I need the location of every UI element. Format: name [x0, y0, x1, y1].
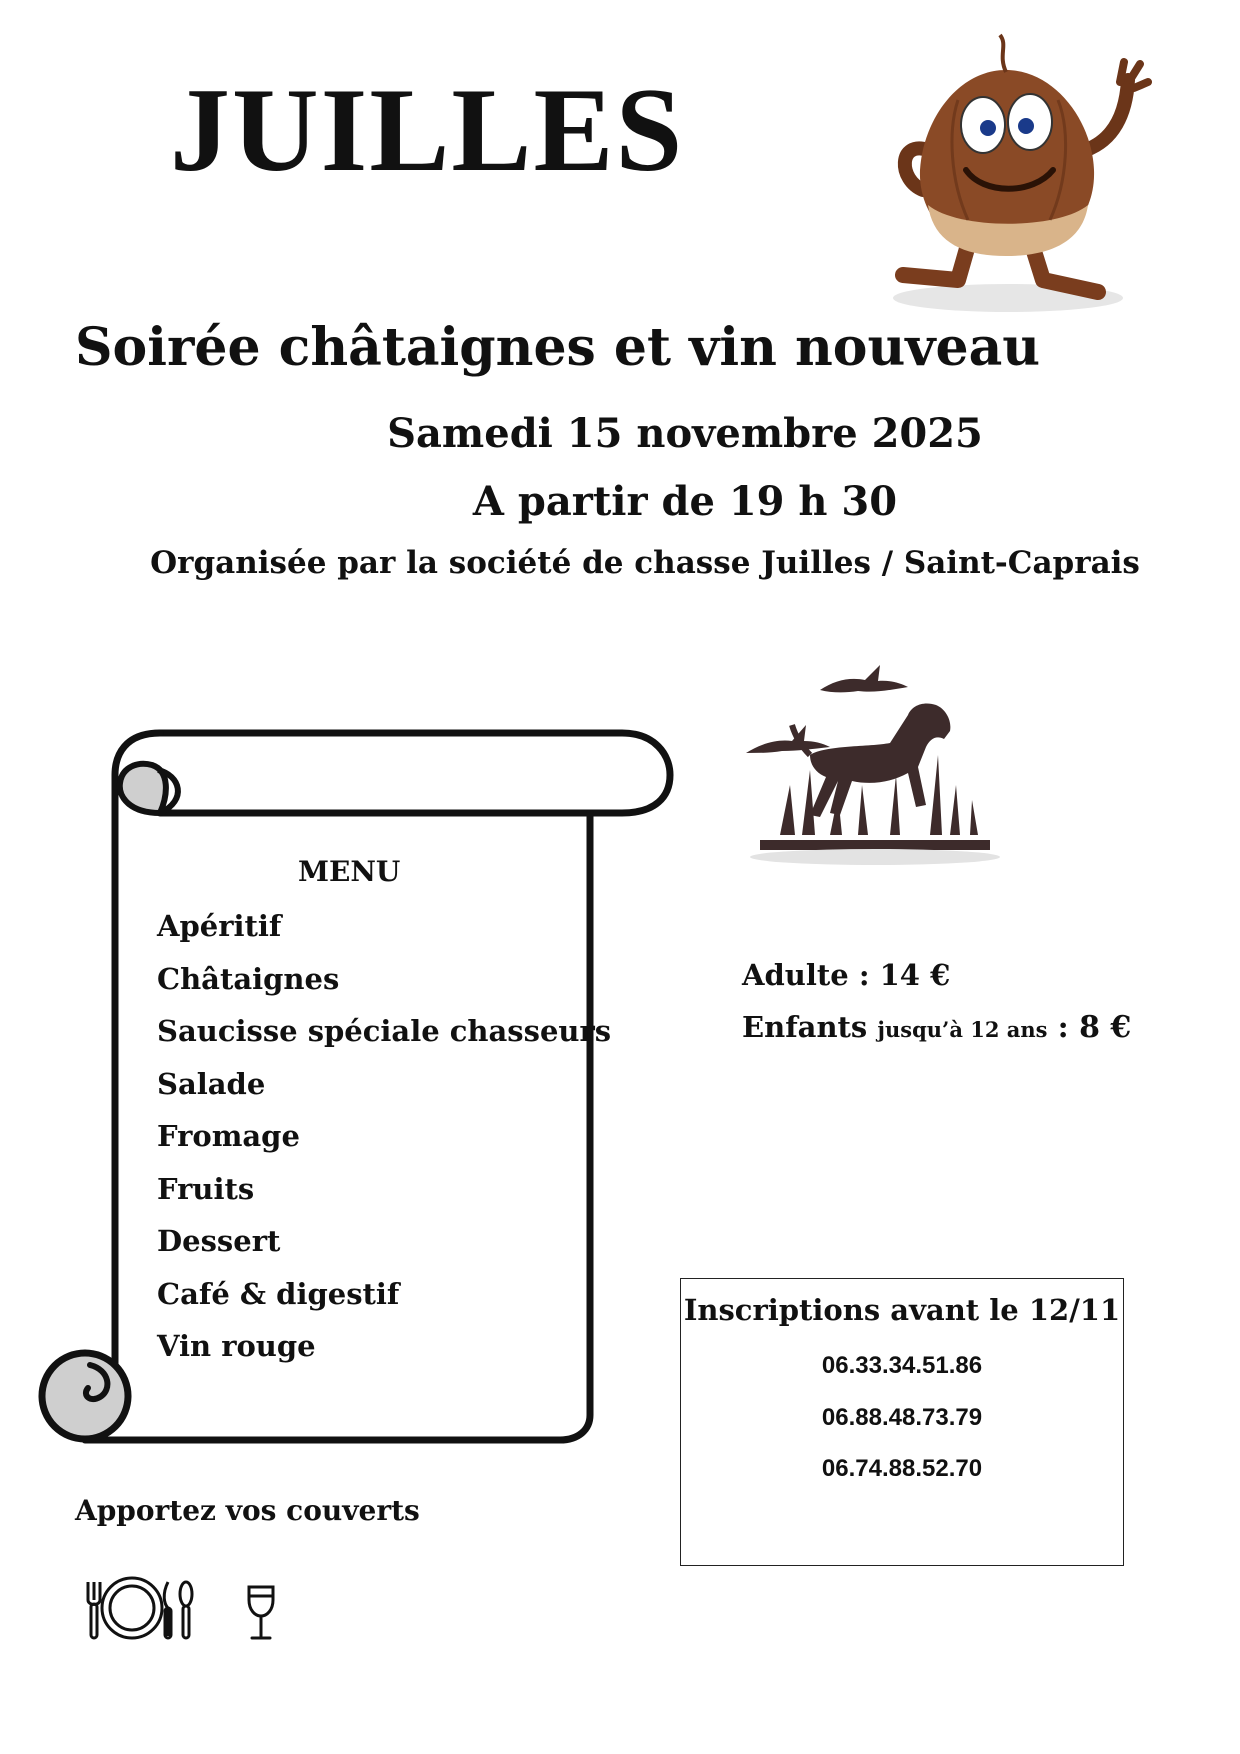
price-child-amount: : 8 €: [1057, 1010, 1132, 1045]
price-adult: Adulte : 14 €: [742, 958, 951, 992]
phone-number: 06.74.88.52.70: [821, 1455, 983, 1482]
phone-number: 06.88.48.73.79: [821, 1403, 983, 1431]
signup-box: [680, 1278, 1124, 1566]
wine-glass-icon: [244, 1584, 278, 1642]
event-title: Soirée châtaignes et vin nouveau: [75, 317, 1041, 378]
price-child-age: jusqu’à 12 ans: [877, 1017, 1048, 1042]
menu-item: Salade: [157, 1066, 266, 1101]
town-title: JUILLES: [170, 63, 685, 196]
menu-item: Dessert: [157, 1224, 281, 1258]
organizer-line: Organisée par la société de chasse Juilles / Saint-Caprais: [150, 545, 1140, 581]
event-date: Samedi 15 novembre 2025: [387, 410, 983, 457]
menu-title: MENU: [298, 855, 401, 888]
phone-number: 06.33.34.51.86: [821, 1352, 983, 1379]
signup-title: Inscriptions avant le 12/11: [683, 1293, 1121, 1327]
menu-item: Châtaignes: [157, 961, 340, 996]
price-child-label: Enfants: [742, 1010, 868, 1044]
phone-list: [681, 1349, 1123, 1504]
price-child: [742, 1010, 1131, 1045]
menu-item: Café & digestif: [157, 1276, 400, 1311]
event-time: A partir de 19 h 30: [472, 478, 898, 525]
menu-item: Fruits: [157, 1171, 255, 1206]
menu-item: Saucisse spéciale chasseurs: [157, 1014, 612, 1048]
menu-list: [157, 900, 611, 1373]
hunting-dog-birds-icon: [740, 635, 1020, 885]
menu-item: Apéritif: [157, 909, 282, 943]
menu-item: Fromage: [157, 1119, 300, 1153]
chestnut-mascot-icon: [858, 30, 1178, 320]
menu-item: Vin rouge: [157, 1329, 316, 1363]
plate-cutlery-icon: [80, 1572, 200, 1644]
bring-cutlery-note: Apportez vos couverts: [75, 1494, 420, 1527]
